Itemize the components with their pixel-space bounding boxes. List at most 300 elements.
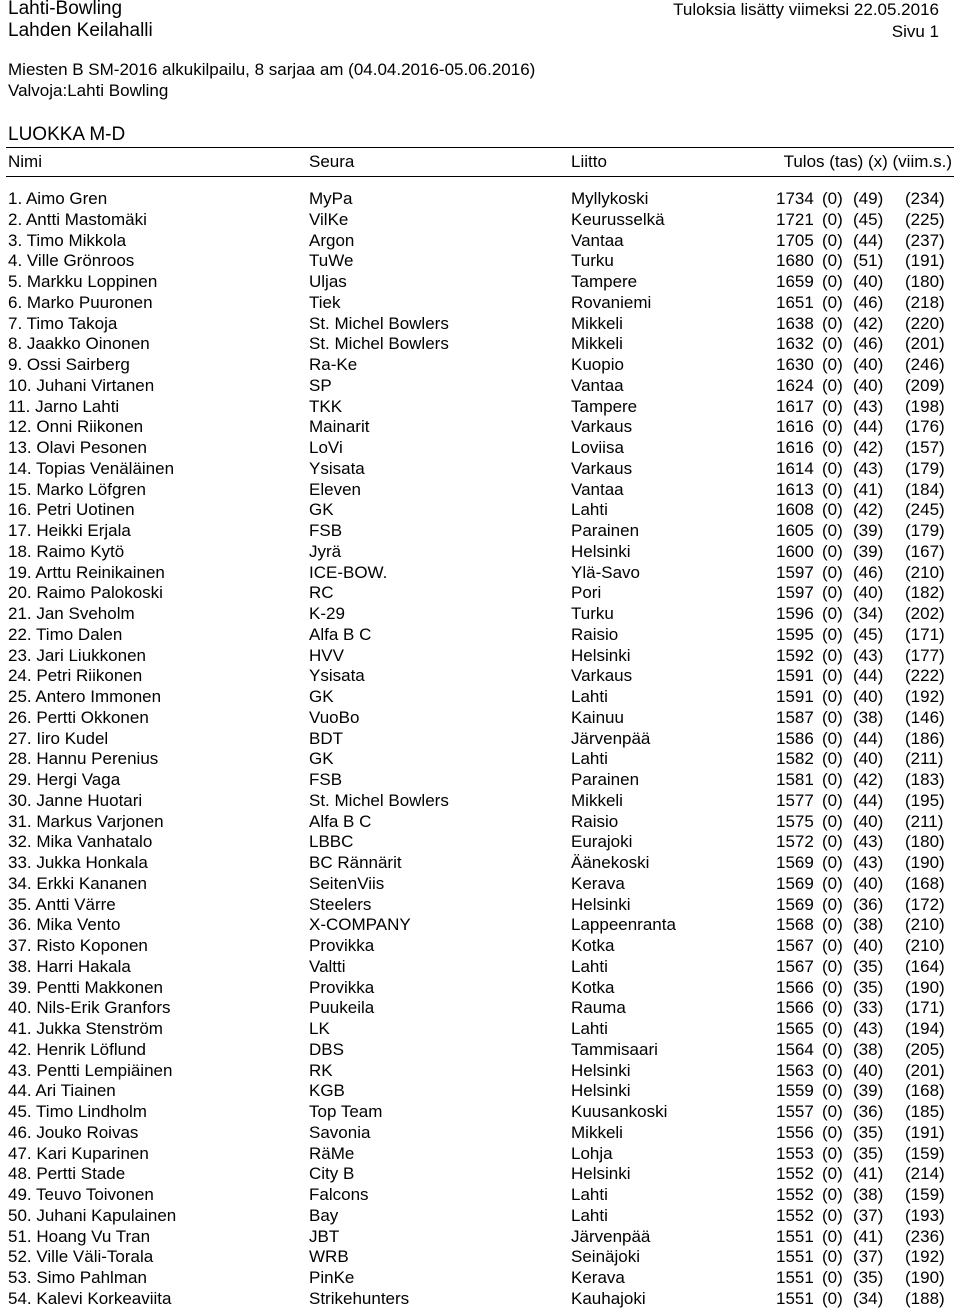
- table-row: [0, 521, 960, 542]
- total-score: 1597: [776, 562, 814, 582]
- league-name: Tampere: [571, 272, 638, 291]
- handicap: (0): [822, 313, 843, 333]
- strike-count: (43): [853, 1019, 884, 1038]
- table-row: [0, 1102, 960, 1123]
- handicap: (0): [822, 770, 843, 789]
- player-name: 39. Pentti Makkonen: [8, 977, 163, 997]
- table-row: [0, 812, 960, 833]
- strike-count: (44): [853, 790, 884, 810]
- strike-count: (46): [853, 292, 884, 312]
- org-name: Lahti-Bowling: [8, 0, 123, 19]
- handicap: (0): [822, 1081, 843, 1101]
- strike-count: (35): [853, 956, 884, 976]
- total-score: 1564: [776, 1039, 814, 1059]
- total-score: 1616: [776, 417, 814, 437]
- total-score: 1597: [776, 583, 814, 603]
- table-row: [0, 729, 960, 750]
- player-name: 7. Timo Takoja: [8, 313, 118, 333]
- club-name: Ysisata: [309, 458, 365, 478]
- player-name: 36. Mika Vento: [8, 915, 121, 935]
- league-name: Parainen: [571, 521, 640, 540]
- last-series: (214): [905, 1164, 945, 1184]
- last-series: (172): [905, 894, 945, 914]
- strike-count: (38): [853, 1185, 884, 1204]
- handicap: (0): [822, 500, 843, 520]
- handicap: (0): [822, 334, 843, 354]
- handicap: (0): [822, 209, 843, 229]
- total-score: 1566: [776, 998, 814, 1018]
- club-name: RC: [309, 583, 334, 603]
- player-name: 15. Marko Löfgren: [8, 479, 146, 499]
- total-score: 1566: [776, 977, 814, 997]
- handicap: (0): [822, 521, 843, 540]
- player-name: 29. Hergi Vaga: [8, 770, 121, 789]
- strike-count: (43): [853, 396, 884, 416]
- table-row: [0, 251, 960, 272]
- last-series: (246): [905, 355, 945, 374]
- player-name: 28. Hannu Perenius: [8, 749, 159, 769]
- total-score: 1551: [776, 1226, 814, 1246]
- player-name: 10. Juhani Virtanen: [8, 375, 155, 395]
- last-series: (185): [905, 1102, 945, 1121]
- total-score: 1617: [776, 396, 814, 416]
- handicap: (0): [822, 832, 843, 852]
- total-score: 1556: [776, 1122, 814, 1142]
- league-name: Mikkeli: [571, 334, 623, 354]
- league-name: Kotka: [571, 977, 615, 997]
- handicap: (0): [822, 998, 843, 1018]
- league-name: Lohja: [571, 1143, 613, 1163]
- table-row: [0, 1247, 960, 1268]
- total-score: 1569: [776, 894, 814, 914]
- club-name: Mainarit: [309, 417, 370, 437]
- strike-count: (34): [853, 1288, 884, 1308]
- table-row: [0, 666, 960, 687]
- strike-count: (43): [853, 853, 884, 872]
- player-name: 13. Olavi Pesonen: [8, 438, 147, 457]
- last-series: (168): [905, 1081, 945, 1101]
- strike-count: (39): [853, 541, 884, 561]
- strike-count: (40): [853, 375, 884, 395]
- table-row: [0, 646, 960, 667]
- table-row: [0, 687, 960, 708]
- player-name: 9. Ossi Sairberg: [8, 355, 130, 374]
- last-series: (180): [905, 832, 945, 852]
- last-series: (201): [905, 334, 945, 354]
- header-results: Tulos (tas) (x) (viim.s.): [783, 152, 952, 171]
- league-name: Helsinki: [571, 894, 631, 914]
- club-name: St. Michel Bowlers: [309, 334, 449, 354]
- last-series: (211): [905, 811, 944, 831]
- total-score: 1614: [776, 458, 814, 478]
- last-series: (245): [905, 500, 945, 520]
- table-row: [0, 189, 960, 210]
- table-row: [0, 583, 960, 604]
- strike-count: (41): [853, 479, 884, 499]
- header-name: Nimi: [8, 152, 42, 171]
- club-name: Bay: [309, 1205, 339, 1225]
- table-row: [0, 895, 960, 916]
- total-score: 1567: [776, 936, 814, 955]
- handicap: (0): [822, 458, 843, 478]
- strike-count: (43): [853, 645, 884, 665]
- club-name: DBS: [309, 1039, 344, 1059]
- total-score: 1577: [776, 790, 814, 810]
- handicap: (0): [822, 1060, 843, 1080]
- club-name: Strikehunters: [309, 1288, 410, 1308]
- player-name: 32. Mika Vanhatalo: [8, 832, 153, 852]
- table-row: [0, 1144, 960, 1165]
- last-series: (236): [905, 1226, 945, 1246]
- handicap: (0): [822, 956, 843, 976]
- total-score: 1705: [776, 230, 814, 250]
- league-name: Järvenpää: [571, 728, 651, 748]
- competition-title: Miesten B SM-2016 alkukilpailu, 8 sarjaa am (04.04.2016-05.06.2016): [8, 60, 536, 79]
- handicap: (0): [822, 1019, 843, 1038]
- strike-count: (42): [853, 500, 884, 520]
- last-series: (167): [905, 541, 945, 561]
- last-series: (190): [905, 977, 945, 997]
- handicap: (0): [822, 541, 843, 561]
- club-name: RK: [309, 1060, 333, 1080]
- handicap: (0): [822, 189, 843, 208]
- table-row: [0, 397, 960, 418]
- club-name: LoVi: [309, 438, 343, 457]
- table-row: [0, 1289, 960, 1310]
- handicap: (0): [822, 936, 843, 955]
- header-league: Liitto: [571, 152, 607, 171]
- club-name: Alfa B C: [309, 811, 372, 831]
- total-score: 1551: [776, 1268, 814, 1287]
- player-name: 1. Aimo Gren: [8, 189, 108, 208]
- total-score: 1563: [776, 1060, 814, 1080]
- strike-count: (40): [853, 583, 884, 603]
- league-name: Eurajoki: [571, 832, 633, 852]
- table-row: [0, 272, 960, 293]
- player-name: 46. Jouko Roivas: [8, 1122, 139, 1142]
- handicap: (0): [822, 915, 843, 935]
- last-series: (171): [905, 998, 945, 1018]
- page-number: Sivu 1: [891, 22, 939, 41]
- handicap: (0): [822, 479, 843, 499]
- table-row: [0, 210, 960, 231]
- league-name: Parainen: [571, 770, 640, 789]
- club-name: GK: [309, 500, 334, 520]
- strike-count: (51): [853, 251, 884, 271]
- player-name: 11. Jarno Lahti: [8, 396, 120, 416]
- league-name: Kerava: [571, 873, 625, 893]
- handicap: (0): [822, 790, 843, 810]
- player-name: 48. Pertti Stade: [8, 1164, 126, 1184]
- club-name: K-29: [309, 604, 345, 623]
- handicap: (0): [822, 375, 843, 395]
- last-series: (225): [905, 209, 945, 229]
- total-score: 1551: [776, 1247, 814, 1267]
- club-name: BDT: [309, 728, 343, 748]
- strike-count: (40): [853, 272, 884, 291]
- player-name: 52. Ville Väli-Torala: [8, 1247, 154, 1267]
- league-name: Mikkeli: [571, 790, 623, 810]
- table-row: [0, 480, 960, 501]
- player-name: 6. Marko Puuronen: [8, 292, 153, 312]
- handicap: (0): [822, 1226, 843, 1246]
- strike-count: (40): [853, 936, 884, 955]
- last-series: (222): [905, 666, 945, 686]
- strike-count: (40): [853, 355, 884, 374]
- handicap: (0): [822, 355, 843, 374]
- table-row: [0, 1123, 960, 1144]
- league-name: Helsinki: [571, 541, 631, 561]
- total-score: 1575: [776, 811, 814, 831]
- player-name: 53. Simo Pahlman: [8, 1268, 147, 1287]
- strike-count: (35): [853, 1268, 884, 1287]
- last-series: (218): [905, 292, 945, 312]
- handicap: (0): [822, 1143, 843, 1163]
- player-name: 26. Pertti Okkonen: [8, 707, 149, 727]
- last-series: (183): [905, 770, 945, 789]
- strike-count: (39): [853, 1081, 884, 1101]
- handicap: (0): [822, 251, 843, 271]
- strike-count: (44): [853, 417, 884, 437]
- club-name: Valtti: [309, 956, 346, 976]
- last-series: (192): [905, 1247, 945, 1267]
- handicap: (0): [822, 1268, 843, 1287]
- player-name: 51. Hoang Vu Tran: [8, 1226, 151, 1246]
- table-row: [0, 978, 960, 999]
- total-score: 1582: [776, 749, 814, 769]
- club-name: SP: [309, 375, 332, 395]
- strike-count: (40): [853, 811, 884, 831]
- table-row: [0, 791, 960, 812]
- club-name: Top Team: [309, 1102, 383, 1121]
- strike-count: (42): [853, 313, 884, 333]
- handicap: (0): [822, 894, 843, 914]
- total-score: 1595: [776, 624, 814, 644]
- divider-top: [6, 147, 954, 148]
- strike-count: (38): [853, 1039, 884, 1059]
- club-name: Eleven: [309, 479, 361, 499]
- total-score: 1565: [776, 1019, 814, 1038]
- club-name: Tiek: [309, 292, 341, 312]
- table-row: [0, 1206, 960, 1227]
- league-name: Äänekoski: [571, 853, 650, 872]
- handicap: (0): [822, 1185, 843, 1204]
- league-name: Rovaniemi: [571, 292, 652, 312]
- club-name: City B: [309, 1164, 355, 1184]
- class-title: LUOKKA M-D: [8, 124, 126, 145]
- total-score: 1638: [776, 313, 814, 333]
- league-name: Lappeenranta: [571, 915, 676, 935]
- league-name: Varkaus: [571, 666, 633, 686]
- player-name: 2. Antti Mastomäki: [8, 209, 147, 229]
- strike-count: (39): [853, 521, 884, 540]
- table-row: [0, 1019, 960, 1040]
- player-name: 27. Iiro Kudel: [8, 728, 109, 748]
- league-name: Helsinki: [571, 645, 631, 665]
- last-series: (190): [905, 853, 945, 872]
- player-name: 33. Jukka Honkala: [8, 853, 148, 872]
- total-score: 1552: [776, 1205, 814, 1225]
- last-series: (205): [905, 1039, 945, 1059]
- strike-count: (42): [853, 438, 884, 457]
- table-row: [0, 1040, 960, 1061]
- player-name: 43. Pentti Lempiäinen: [8, 1060, 173, 1080]
- league-name: Turku: [571, 251, 614, 271]
- total-score: 1592: [776, 645, 814, 665]
- handicap: (0): [822, 853, 843, 872]
- total-score: 1551: [776, 1288, 814, 1308]
- strike-count: (37): [853, 1247, 884, 1267]
- league-name: Keurusselkä: [571, 209, 665, 229]
- total-score: 1651: [776, 292, 814, 312]
- league-name: Kuusankoski: [571, 1102, 668, 1121]
- league-name: Rauma: [571, 998, 626, 1018]
- player-name: 4. Ville Grönroos: [8, 251, 135, 271]
- strike-count: (36): [853, 894, 884, 914]
- handicap: (0): [822, 1247, 843, 1267]
- strike-count: (49): [853, 189, 884, 208]
- total-score: 1552: [776, 1164, 814, 1184]
- league-name: Helsinki: [571, 1060, 631, 1080]
- handicap: (0): [822, 230, 843, 250]
- total-score: 1552: [776, 1185, 814, 1204]
- table-row: [0, 998, 960, 1019]
- table-row: [0, 376, 960, 397]
- player-name: 20. Raimo Palokoski: [8, 583, 163, 603]
- last-series: (191): [905, 1122, 945, 1142]
- handicap: (0): [822, 1164, 843, 1184]
- league-name: Helsinki: [571, 1081, 631, 1101]
- last-series: (210): [905, 562, 945, 582]
- player-name: 30. Janne Huotari: [8, 790, 143, 810]
- club-name: Ysisata: [309, 666, 365, 686]
- table-row: [0, 438, 960, 459]
- league-name: Raisio: [571, 624, 619, 644]
- league-name: Raisio: [571, 811, 619, 831]
- club-name: Ra-Ke: [309, 355, 358, 374]
- handicap: (0): [822, 645, 843, 665]
- league-name: Vantaa: [571, 375, 624, 395]
- strike-count: (43): [853, 458, 884, 478]
- last-series: (237): [905, 230, 945, 250]
- divider-header: [6, 176, 954, 177]
- club-name: Steelers: [309, 894, 372, 914]
- handicap: (0): [822, 1288, 843, 1308]
- strike-count: (38): [853, 707, 884, 727]
- total-score: 1734: [776, 189, 814, 208]
- player-name: 31. Markus Varjonen: [8, 811, 164, 831]
- update-note: Tuloksia lisätty viimeksi 22.05.2016: [673, 0, 939, 19]
- player-name: 42. Henrik Löflund: [8, 1039, 146, 1059]
- strike-count: (44): [853, 230, 884, 250]
- total-score: 1581: [776, 770, 814, 789]
- handicap: (0): [822, 1205, 843, 1225]
- handicap: (0): [822, 396, 843, 416]
- league-name: Lahti: [571, 1205, 608, 1225]
- player-name: 23. Jari Liukkonen: [8, 645, 146, 665]
- club-name: Provikka: [309, 977, 375, 997]
- league-name: Lahti: [571, 1019, 608, 1038]
- player-name: 44. Ari Tiainen: [8, 1081, 116, 1101]
- last-series: (184): [905, 479, 945, 499]
- strike-count: (44): [853, 728, 884, 748]
- last-series: (195): [905, 790, 945, 810]
- league-name: Mikkeli: [571, 1122, 623, 1142]
- player-name: 12. Onni Riikonen: [8, 417, 144, 437]
- player-name: 8. Jaakko Oinonen: [8, 334, 150, 354]
- club-name: LK: [309, 1019, 330, 1038]
- handicap: (0): [822, 438, 843, 457]
- table-row: [0, 874, 960, 895]
- table-row: [0, 604, 960, 625]
- strike-count: (45): [853, 624, 884, 644]
- total-score: 1591: [776, 666, 814, 686]
- player-name: 19. Arttu Reinikainen: [8, 562, 165, 582]
- total-score: 1567: [776, 956, 814, 976]
- player-name: 17. Heikki Erjala: [8, 521, 131, 540]
- handicap: (0): [822, 1122, 843, 1142]
- strike-count: (40): [853, 1060, 884, 1080]
- total-score: 1680: [776, 251, 814, 271]
- table-row: [0, 1164, 960, 1185]
- league-name: Kauhajoki: [571, 1288, 646, 1308]
- player-name: 38. Harri Hakala: [8, 956, 131, 976]
- venue-name: Lahden Keilahalli: [8, 20, 153, 41]
- last-series: (211): [905, 749, 944, 769]
- league-name: Järvenpää: [571, 1226, 651, 1246]
- table-row: [0, 936, 960, 957]
- header-club: Seura: [309, 152, 355, 171]
- handicap: (0): [822, 1102, 843, 1121]
- player-name: 24. Petri Riikonen: [8, 666, 143, 686]
- league-name: Seinäjoki: [571, 1247, 640, 1267]
- league-name: Lahti: [571, 956, 608, 976]
- club-name: VuoBo: [309, 707, 360, 727]
- club-name: TKK: [309, 396, 343, 416]
- club-name: HVV: [309, 645, 344, 665]
- club-name: Argon: [309, 230, 355, 250]
- handicap: (0): [822, 1039, 843, 1059]
- handicap: (0): [822, 624, 843, 644]
- total-score: 1624: [776, 375, 814, 395]
- total-score: 1632: [776, 334, 814, 354]
- club-name: Jyrä: [309, 541, 342, 561]
- table-row: [0, 1081, 960, 1102]
- club-name: PinKe: [309, 1268, 355, 1287]
- club-name: ICE-BOW.: [309, 562, 388, 582]
- club-name: JBT: [309, 1226, 340, 1246]
- league-name: Lahti: [571, 749, 608, 769]
- player-name: 40. Nils-Erik Granfors: [8, 998, 171, 1018]
- table-row: [0, 915, 960, 936]
- league-name: Varkaus: [571, 458, 633, 478]
- handicap: (0): [822, 687, 843, 706]
- club-name: BC Rännärit: [309, 853, 402, 872]
- strike-count: (40): [853, 749, 884, 769]
- strike-count: (34): [853, 604, 884, 623]
- last-series: (194): [905, 1019, 945, 1038]
- league-name: Vantaa: [571, 230, 624, 250]
- table-row: [0, 542, 960, 563]
- total-score: 1572: [776, 832, 814, 852]
- club-name: X-COMPANY: [309, 915, 411, 935]
- last-series: (186): [905, 728, 945, 748]
- club-name: WRB: [309, 1247, 349, 1267]
- league-name: Tampere: [571, 396, 638, 416]
- club-name: LBBC: [309, 832, 354, 852]
- player-name: 49. Teuvo Toivonen: [8, 1185, 154, 1204]
- player-name: 54. Kalevi Korkeaviita: [8, 1288, 172, 1308]
